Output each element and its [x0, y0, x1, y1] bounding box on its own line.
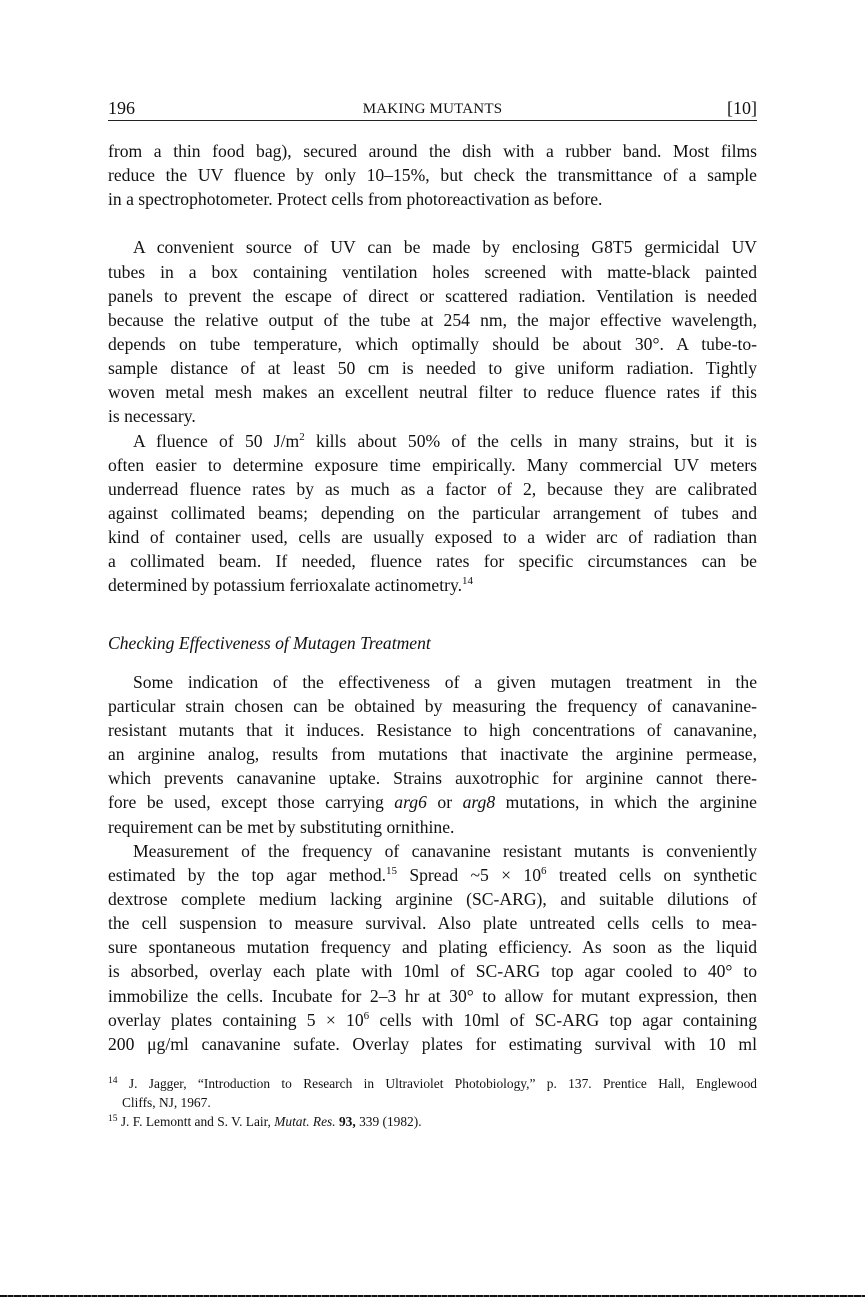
section-gap — [108, 622, 757, 631]
text-run: A fluence of 50 J/m — [133, 430, 300, 451]
text-run: overlay plates containing 5 × 10 — [108, 1009, 364, 1030]
text-run: cells with 10ml of SC-ARG top agar containing — [369, 1009, 757, 1030]
footnote-15 — [108, 1112, 757, 1131]
text-line: immobilize the cells. Incubate for 2–3 hr at 30° to allow for mutant expression, then — [108, 985, 757, 1006]
text-line: is absorbed, overlay each plate with 10ml of SC-ARG top agar cooled to 40° to — [108, 961, 757, 982]
text-line: Some indication of the effectiveness of a given mutagen treatment in the — [133, 671, 757, 692]
text-run: Spread ~5 × 10 — [397, 864, 541, 885]
text-line: a collimated beam. If needed, fluence rates for specific circumstances can be — [108, 551, 757, 572]
paragraph-5 — [108, 839, 757, 1056]
text-line — [108, 790, 757, 814]
text-line: because the relative output of the tube at 254 nm, the major effective wavelength, — [108, 309, 757, 330]
text-line: resistant mutants that it induces. Resistance to high concentrations of canavanine, — [108, 719, 757, 740]
text-line: sure spontaneous mutation frequency and plating efficiency. As soon as the liquid — [108, 937, 757, 958]
journal-name: Mutat. Res. — [274, 1114, 336, 1129]
gene-name: arg6 — [394, 792, 427, 813]
superscript: 6 — [541, 864, 547, 877]
footnote-number: 15 — [108, 1114, 118, 1124]
text-line — [108, 429, 757, 453]
text-line — [108, 1008, 757, 1032]
running-title: MAKING MUTANTS — [362, 101, 503, 117]
text-run: or — [426, 792, 463, 813]
paragraph-2 — [108, 235, 757, 428]
text-line: which prevents canavanine uptake. Strains auxotrophic for arginine cannot there- — [108, 768, 757, 789]
text-run: kills about 50% of the cells in many strains, but it is — [304, 430, 757, 451]
page-number: 196 — [108, 98, 135, 118]
paragraph-4 — [108, 670, 757, 839]
text-line: dextrose complete medium lacking arginine (SC-ARG), and suitable dilutions of — [108, 888, 757, 909]
footnote-ref-14[interactable]: 14 — [462, 575, 474, 588]
footnote-text: J. Jagger, “Introduction to Research in Ultraviolet Photobiology,” p. 137. Prentice Hall, Englewood — [117, 1076, 757, 1091]
text-run: estimated by the top agar method. — [108, 864, 387, 885]
text-line: is necessary. — [108, 406, 196, 427]
text-run: treated cells on synthetic — [546, 864, 757, 885]
text-line: tubes in a box containing ventilation holes screened with matte-black painted — [108, 261, 757, 282]
footnote-text: J. F. Lemontt and S. V. Lair, — [117, 1114, 275, 1129]
section-gap — [108, 598, 757, 622]
footnote-line — [108, 1074, 757, 1093]
text-line: kind of container used, cells are usually exposed to a wider arc of radiation than — [108, 527, 757, 548]
heading-gap — [108, 655, 757, 664]
footnote-14 — [108, 1074, 757, 1112]
text-line: 200 μg/ml canavanine sufate. Overlay plates for estimating survival with 10 ml — [108, 1033, 757, 1054]
footnote-line: Cliffs, NJ, 1967. — [122, 1095, 211, 1110]
text-line: particular strain chosen can be obtained by measuring the frequency of canavanine- — [108, 695, 757, 716]
text-line: A convenient source of UV can be made by enclosing G8T5 germicidal UV — [133, 237, 757, 258]
superscript: 2 — [299, 430, 305, 443]
header-rule — [108, 120, 757, 121]
text-line: against collimated beams; depending on the particular arrangement of tubes and — [108, 502, 757, 523]
text-line: an arginine analog, results from mutations that inactivate the arginine permease, — [108, 744, 757, 765]
text-line: underread fluence rates by as much as a factor of 2, because they are calibrated — [108, 478, 757, 499]
gene-name: arg8 — [462, 792, 496, 813]
text-line: the cell suspension to measure survival. Also plate untreated cells cells to mea- — [108, 913, 757, 934]
text-line: from a thin food bag), secured around the dish with a rubber band. Most films — [108, 141, 757, 161]
text-line — [108, 573, 757, 597]
text-line: sample distance of at least 50 cm is needed to give uniform radiation. Tightly — [108, 358, 757, 379]
running-head — [108, 97, 757, 119]
chapter-number: [10] — [727, 98, 757, 118]
paragraph-gap — [108, 211, 757, 235]
text-line: in a spectrophotometer. Protect cells from photoreactivation as before. — [108, 189, 603, 210]
text-line: often easier to determine exposure time empirically. Many commercial UV meters — [108, 454, 757, 475]
text-line: panels to prevent the escape of direct or scattered radiation. Ventilation is needed — [108, 285, 757, 306]
text-line: woven metal mesh makes an excellent neutral filter to reduce fluence rates if this — [108, 382, 757, 403]
paragraph-1 — [108, 139, 757, 211]
footnote-text: 339 (1982). — [355, 1114, 422, 1129]
footnote-number: 14 — [108, 1076, 118, 1086]
text-line: Measurement of the frequency of canavanine resistant mutants is conveniently — [133, 840, 757, 861]
text-run: mutations, in which the arginine — [495, 792, 757, 813]
footnote-ref-15[interactable]: 15 — [386, 864, 398, 877]
text-line: requirement can be met by substituting ornithine. — [108, 816, 455, 837]
text-run: fore be used, except those carrying — [108, 792, 395, 813]
text-line — [108, 863, 757, 887]
paragraph-3 — [108, 429, 757, 598]
text-line: reduce the UV fluence by only 10–15%, but check the transmittance of a sample — [108, 165, 757, 186]
footnote-line — [108, 1112, 757, 1131]
volume-number: 93, — [338, 1114, 356, 1129]
superscript: 6 — [363, 1009, 370, 1022]
text-run: determined by potassium ferrioxalate actinometry. — [108, 575, 463, 596]
section-heading: Checking Effectiveness of Mutagen Treatment — [108, 632, 431, 653]
body-text — [108, 139, 757, 1056]
text-line: depends on tube temperature, which optimally should be about 30°. A tube-to- — [108, 333, 757, 354]
footnotes — [108, 1074, 757, 1131]
